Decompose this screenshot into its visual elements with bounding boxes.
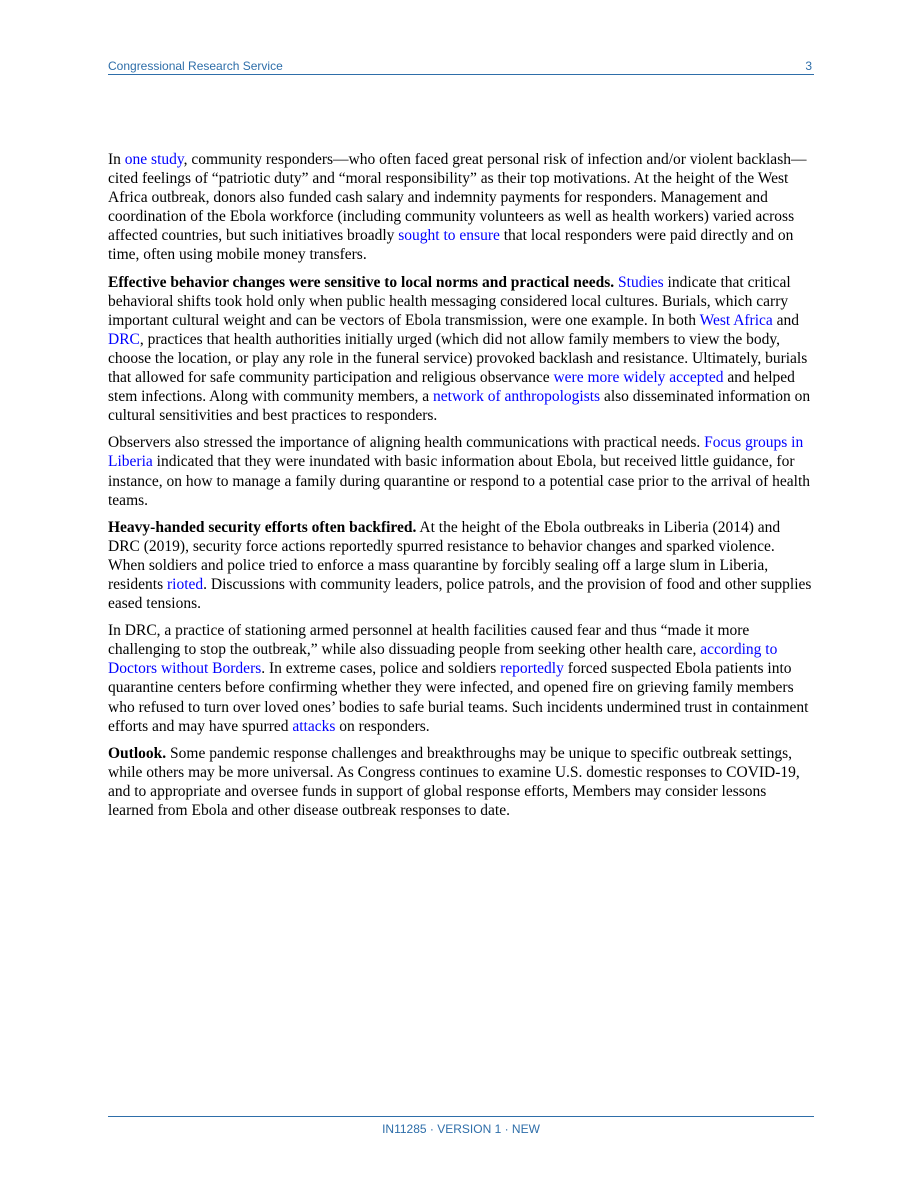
link-attacks[interactable]: attacks bbox=[292, 717, 336, 735]
document-id: IN11285 · VERSION 1 · NEW bbox=[382, 1122, 540, 1136]
link-one-study[interactable]: one study bbox=[124, 151, 184, 168]
link-were-more-widely-accepted[interactable]: were more widely accepted bbox=[553, 369, 724, 387]
link-studies[interactable]: Studies bbox=[618, 273, 664, 291]
paragraph-heading: Outlook. bbox=[108, 744, 167, 762]
page-footer bbox=[108, 1116, 814, 1136]
paragraph-community-responders: In one study, community responders—who often faced great personal risk of infection and/or violent backlash—cited feelings of “patriotic duty” and “moral responsibility” as their top motivations. At the height of the West Africa outbreak, donors also funded cash salary and indemnity payments for responders. Management and coordination of the Ebola workforce (including community volunteers as well as health workers) varied across affected countries, but such initiatives broadly sought to ensure that local responders were paid directly and on time, often using mobile money transfers. bbox=[108, 151, 807, 264]
link-drc[interactable]: DRC bbox=[108, 330, 140, 348]
link-west-africa[interactable]: West Africa bbox=[699, 311, 773, 329]
paragraph-outlook: Outlook. Some pandemic response challenges and breakthroughs may be unique to specific outbreak settings, while others may be more universal. As Congress continues to examine U.S. domestic responses to COVID-19, and to appropriate and oversee funds in support of global response efforts, Members may consider lessons learned from Ebola and other disease outbreak responses to date. bbox=[108, 744, 800, 819]
document-body bbox=[108, 150, 814, 828]
link-according-to-doctors-without-borders[interactable]: according to Doctors without Borders bbox=[108, 641, 778, 678]
paragraph-security-efforts: Heavy-handed security efforts often backfired. At the height of the Ebola outbreaks in Liberia (2014) and DRC (2019), security force actions reportedly spurred resistance to behavior changes and sparked violence. When soldiers and police tried to enforce a mass quarantine by forcibly sealing off a large slum in Liberia, residents rioted. Discussions with community leaders, police patrols, and the provision of food and other supplies eased tensions. bbox=[108, 518, 812, 613]
paragraph-practical-needs: Observers also stressed the importance of aligning health communications with practical needs. Focus groups in Liberia indicated that they were inundated with basic information about Ebola, but received little guidance, for instance, on how to manage a family during quarantine or respond to a potential case prior to the arrival of health teams. bbox=[108, 434, 811, 509]
link-focus-groups-in-liberia[interactable]: Focus groups in Liberia bbox=[108, 434, 804, 471]
link-rioted[interactable]: rioted bbox=[166, 575, 204, 593]
link-reportedly[interactable]: reportedly bbox=[500, 660, 564, 678]
paragraph-heading: Effective behavior changes were sensitive to local norms and practical needs. bbox=[108, 273, 615, 291]
organization-name: Congressional Research Service bbox=[108, 59, 283, 73]
link-sought-to-ensure[interactable]: sought to ensure bbox=[398, 227, 500, 245]
page-number: 3 bbox=[805, 59, 812, 73]
paragraph-behavior-changes: Effective behavior changes were sensitive to local norms and practical needs. Studies indicate that critical behavioral shifts took hold only when public health messaging considered local cultures. Burials, which carry important cultural weight and can be vectors of Ebola transmission, were one example. In both West Africa and DRC, practices that health authorities initially urged (which did not allow family members to view the body, choose the location, or play any role in the funeral service) provoked backlash and resistance. Ultimately, burials that allowed for safe community participation and religious observance were more widely accepted and helped stem infections. Along with community members, a network of anthropologists also disseminated information on cultural sensitivities and best practices to responders. bbox=[108, 273, 811, 425]
link-network-of-anthropologists[interactable]: network of anthropologists bbox=[433, 388, 601, 406]
paragraph-drc-armed-personnel: In DRC, a practice of stationing armed personnel at health facilities caused fear and thus “made it more challenging to stop the outbreak,” while also dissuading people from seeking other health care, according to Doctors without Borders. In extreme cases, police and soldiers reportedly forced suspected Ebola patients into quarantine centers before confirming whether they were infected, and opened fire on grieving family members who refused to turn over loved ones’ bodies to safe burial teams. Such incidents undermined trust in containment efforts and may have spurred attacks on responders. bbox=[108, 622, 809, 735]
page-header bbox=[108, 58, 814, 75]
paragraph-heading: Heavy-handed security efforts often backfired. bbox=[108, 518, 417, 536]
